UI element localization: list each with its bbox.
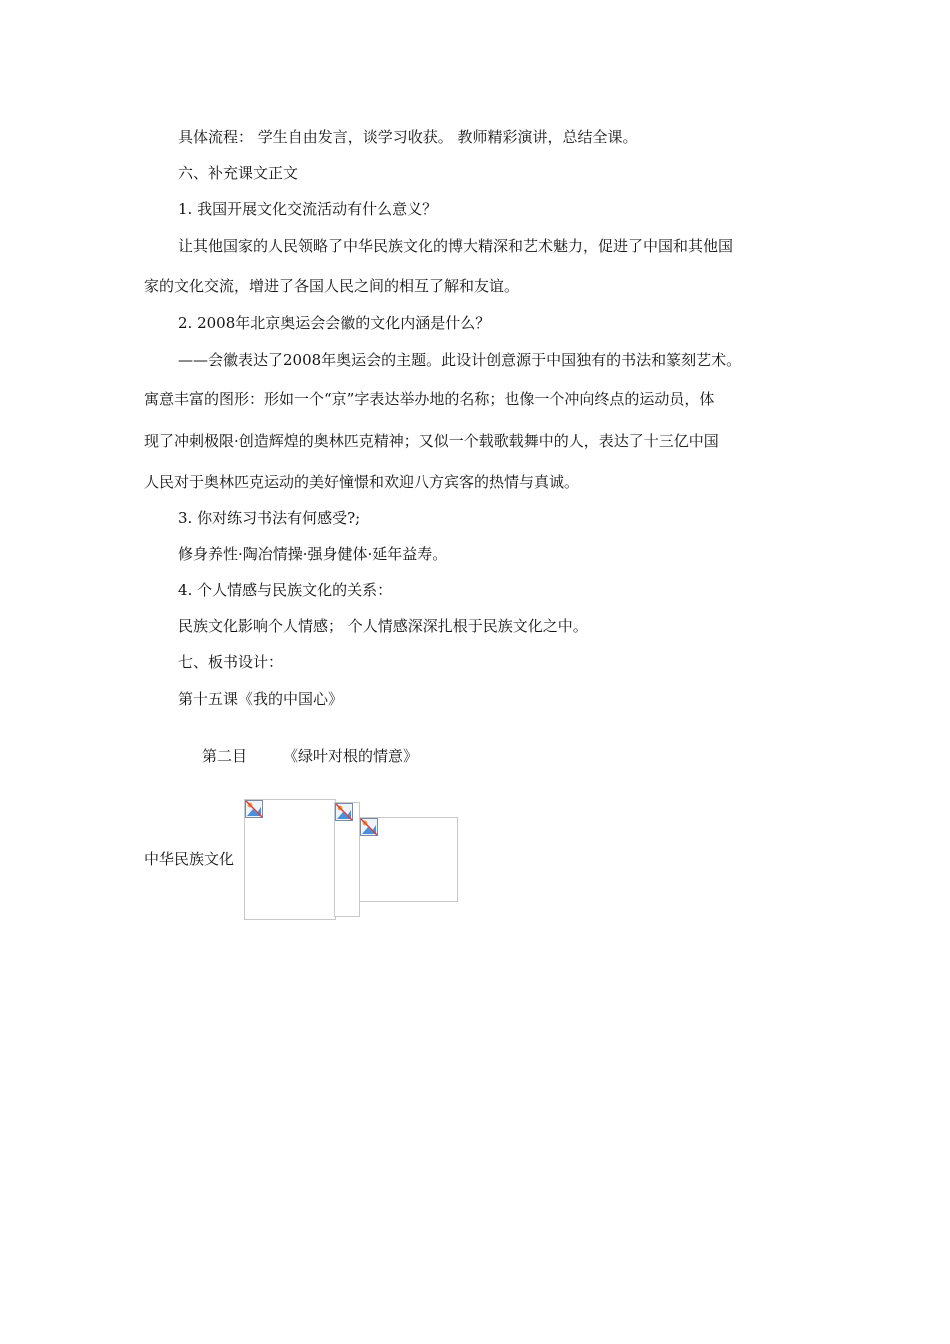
diagram-root-label: 中华民族文化 xyxy=(144,850,235,868)
broken-image-icon xyxy=(245,800,263,818)
section-heading: 六、补充课文正文 xyxy=(178,164,299,182)
question: 1. 我国开展文化交流活动有什么意义？ xyxy=(178,200,438,218)
subsection-title: 《绿叶对根的情意》 xyxy=(283,747,419,765)
answer-line: ——会徽表达了2008年奥运会的主题。此设计创意源于中国独有的书法和篆刻艺术。 xyxy=(178,351,742,369)
image-placeholder xyxy=(244,799,336,920)
question: 3. 你对练习书法有何感受?; xyxy=(178,509,361,527)
answer-line: 家的文化交流，增进了各国人民之间的相互了解和友谊。 xyxy=(144,277,520,295)
answer-line: 让其他国家的人民领略了中华民族文化的博大精深和艺术魅力，促进了中国和其他国 xyxy=(178,237,734,255)
lesson-title: 第十五课《我的中国心》 xyxy=(178,690,344,708)
broken-image-icon xyxy=(360,818,378,836)
question: 2. 2008年北京奥运会会徽的文化内涵是什么？ xyxy=(178,314,491,332)
answer-line: 寓意丰富的图形：形如一个“京”字表达举办地的名称；也像一个冲向终点的运动员，体 xyxy=(144,390,715,408)
section-heading: 七、板书设计： xyxy=(178,653,284,671)
subsection-label: 第二目 xyxy=(202,747,248,765)
broken-image-icon xyxy=(335,803,353,821)
answer-line: 修身养性·陶冶情操·强身健体·延年益寿。 xyxy=(178,545,448,563)
text-line: 具体流程： 学生自由发言，谈学习收获。 教师精彩演讲，总结全课。 xyxy=(178,128,638,146)
answer-line: 人民对于奥林匹克运动的美好憧憬和欢迎八方宾客的热情与真诚。 xyxy=(144,473,580,491)
image-placeholder xyxy=(359,817,458,902)
question: 4. 个人情感与民族文化的关系： xyxy=(178,581,393,599)
answer-line: 现了冲刺极限·创造辉煌的奥林匹克精神；又似一个载歌载舞中的人，表达了十三亿中国 xyxy=(144,432,719,450)
answer-line: 民族文化影响个人情感； 个人情感深深扎根于民族文化之中。 xyxy=(178,617,588,635)
image-placeholder xyxy=(334,802,360,917)
